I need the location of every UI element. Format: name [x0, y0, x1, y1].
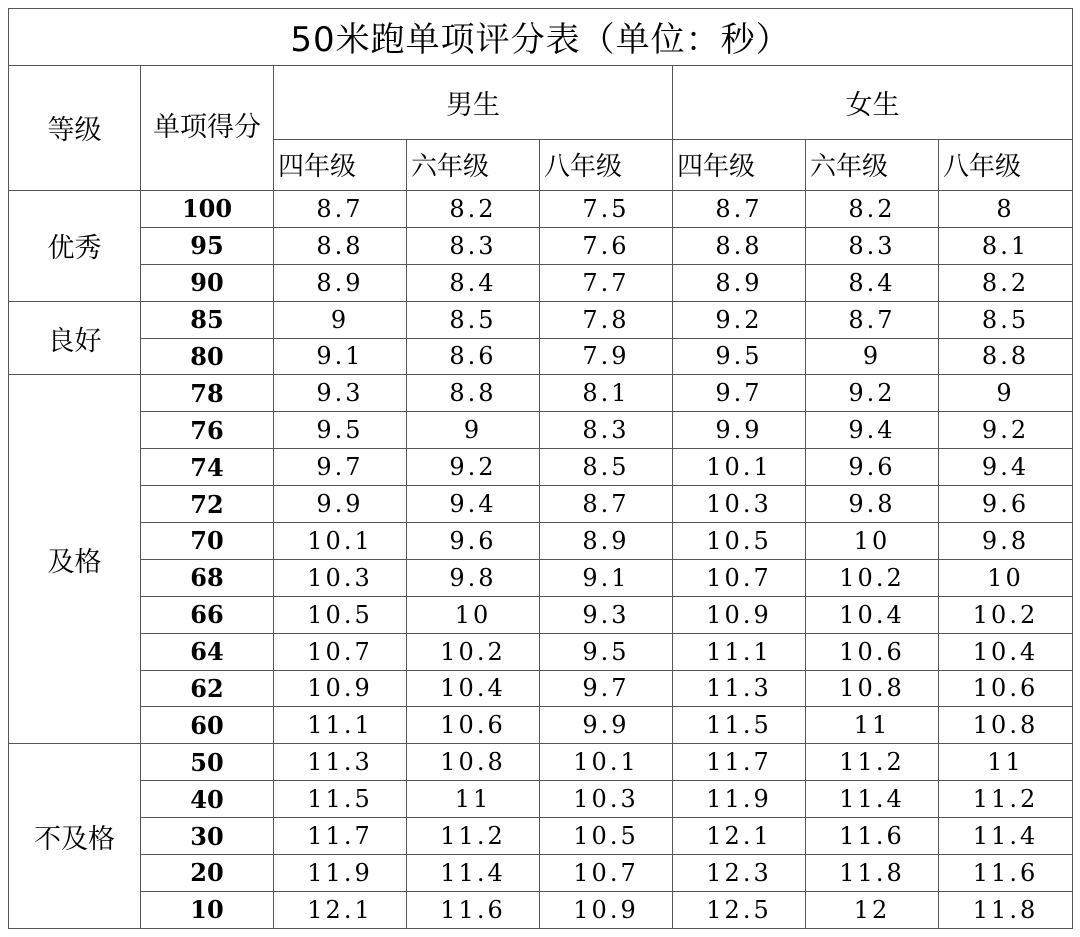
female-time-cell: 8.9 [673, 264, 806, 301]
score-cell: 85 [141, 301, 274, 338]
male-time-cell: 11 [407, 781, 540, 818]
female-grade-6-header: 六年级 [806, 139, 939, 190]
male-time-cell: 10.4 [407, 670, 540, 707]
female-time-cell: 9.6 [939, 486, 1073, 523]
male-time-cell: 8.1 [540, 375, 673, 412]
male-time-cell: 8.3 [540, 412, 673, 449]
score-cell: 76 [141, 412, 274, 449]
female-time-cell: 8.2 [806, 190, 939, 227]
female-time-cell: 11.4 [806, 781, 939, 818]
table-title: 50米跑单项评分表（单位：秒） [9, 9, 1073, 66]
table-row [9, 559, 1073, 596]
table-row [9, 449, 1073, 486]
female-time-cell: 8.2 [939, 264, 1073, 301]
female-time-cell: 9.2 [939, 412, 1073, 449]
table-row [9, 338, 1073, 375]
female-time-cell: 10.5 [673, 522, 806, 559]
male-grade-8-header: 八年级 [540, 139, 673, 190]
title-row [9, 9, 1073, 66]
male-time-cell: 10.7 [274, 633, 407, 670]
score-cell: 78 [141, 375, 274, 412]
table-row [9, 707, 1073, 744]
male-time-cell: 10.7 [540, 855, 673, 892]
female-time-cell: 11.8 [939, 891, 1073, 928]
male-time-cell: 11.4 [407, 855, 540, 892]
table-row [9, 633, 1073, 670]
table-row [9, 486, 1073, 523]
score-header: 单项得分 [141, 65, 274, 190]
female-time-cell: 10.8 [806, 670, 939, 707]
female-time-cell: 10 [939, 559, 1073, 596]
female-time-cell: 9.6 [806, 449, 939, 486]
female-time-cell: 8.1 [939, 227, 1073, 264]
male-time-cell: 8.8 [407, 375, 540, 412]
female-time-cell: 9.5 [673, 338, 806, 375]
male-time-cell: 7.8 [540, 301, 673, 338]
male-time-cell: 11.1 [274, 707, 407, 744]
male-time-cell: 11.9 [274, 855, 407, 892]
score-cell: 100 [141, 190, 274, 227]
male-header: 男生 [274, 65, 673, 139]
female-time-cell: 10.4 [939, 633, 1073, 670]
score-cell: 90 [141, 264, 274, 301]
score-cell: 70 [141, 522, 274, 559]
female-time-cell: 11.4 [939, 818, 1073, 855]
male-time-cell: 7.9 [540, 338, 673, 375]
female-time-cell: 11 [939, 744, 1073, 781]
female-time-cell: 9.2 [806, 375, 939, 412]
score-cell: 72 [141, 486, 274, 523]
male-time-cell: 8.6 [407, 338, 540, 375]
female-time-cell: 11.2 [806, 744, 939, 781]
female-grade-4-header: 四年级 [673, 139, 806, 190]
male-time-cell: 10.1 [540, 744, 673, 781]
male-time-cell: 9.3 [540, 596, 673, 633]
male-time-cell: 10.3 [274, 559, 407, 596]
female-time-cell: 10.6 [806, 633, 939, 670]
male-time-cell: 9.1 [540, 559, 673, 596]
male-time-cell: 9.4 [407, 486, 540, 523]
female-time-cell: 11.7 [673, 744, 806, 781]
male-time-cell: 10.9 [274, 670, 407, 707]
male-time-cell: 8.9 [540, 522, 673, 559]
table-row [9, 227, 1073, 264]
score-cell: 30 [141, 818, 274, 855]
female-time-cell: 9 [939, 375, 1073, 412]
female-time-cell: 10.2 [939, 596, 1073, 633]
female-time-cell: 10.7 [673, 559, 806, 596]
table-row [9, 855, 1073, 892]
female-time-cell: 9.4 [806, 412, 939, 449]
male-time-cell: 9.9 [540, 707, 673, 744]
female-time-cell: 10.6 [939, 670, 1073, 707]
table-row [9, 781, 1073, 818]
male-time-cell: 8.8 [274, 227, 407, 264]
scoring-table [8, 8, 1073, 929]
female-time-cell: 9 [806, 338, 939, 375]
male-time-cell: 7.5 [540, 190, 673, 227]
female-time-cell: 10.1 [673, 449, 806, 486]
table-row [9, 264, 1073, 301]
male-time-cell: 9.6 [407, 522, 540, 559]
male-time-cell: 11.5 [274, 781, 407, 818]
male-time-cell: 8.4 [407, 264, 540, 301]
female-time-cell: 8.3 [806, 227, 939, 264]
male-time-cell: 10.9 [540, 891, 673, 928]
table-row [9, 190, 1073, 227]
table-row [9, 375, 1073, 412]
male-time-cell: 9.7 [274, 449, 407, 486]
female-header: 女生 [673, 65, 1073, 139]
table-row [9, 301, 1073, 338]
male-time-cell: 9 [274, 301, 407, 338]
male-time-cell: 9 [407, 412, 540, 449]
male-time-cell: 10.2 [407, 633, 540, 670]
male-time-cell: 11.2 [407, 818, 540, 855]
female-time-cell: 9.9 [673, 412, 806, 449]
male-time-cell: 8.7 [540, 486, 673, 523]
female-time-cell: 9.7 [673, 375, 806, 412]
female-time-cell: 12.3 [673, 855, 806, 892]
table-row [9, 891, 1073, 928]
male-time-cell: 10.5 [274, 596, 407, 633]
table-row [9, 744, 1073, 781]
female-time-cell: 11.2 [939, 781, 1073, 818]
score-cell: 60 [141, 707, 274, 744]
male-time-cell: 10 [407, 596, 540, 633]
male-time-cell: 11.7 [274, 818, 407, 855]
score-cell: 95 [141, 227, 274, 264]
grade-cell: 及格 [9, 375, 141, 744]
female-time-cell: 8.7 [806, 301, 939, 338]
male-time-cell: 7.7 [540, 264, 673, 301]
table-row [9, 670, 1073, 707]
male-time-cell: 10.3 [540, 781, 673, 818]
female-time-cell: 11.6 [806, 818, 939, 855]
grade-cell: 不及格 [9, 744, 141, 929]
female-time-cell: 10.8 [939, 707, 1073, 744]
male-grade-6-header: 六年级 [407, 139, 540, 190]
male-time-cell: 9.8 [407, 559, 540, 596]
male-grade-4-header: 四年级 [274, 139, 407, 190]
score-cell: 68 [141, 559, 274, 596]
female-time-cell: 8.7 [673, 190, 806, 227]
female-time-cell: 10.2 [806, 559, 939, 596]
female-time-cell: 10 [806, 522, 939, 559]
male-time-cell: 9.2 [407, 449, 540, 486]
female-time-cell: 8.4 [806, 264, 939, 301]
score-cell: 74 [141, 449, 274, 486]
score-cell: 66 [141, 596, 274, 633]
score-cell: 50 [141, 744, 274, 781]
male-time-cell: 8.3 [407, 227, 540, 264]
male-time-cell: 12.1 [274, 891, 407, 928]
male-time-cell: 10.8 [407, 744, 540, 781]
male-time-cell: 9.3 [274, 375, 407, 412]
female-time-cell: 8.8 [673, 227, 806, 264]
table-row [9, 818, 1073, 855]
female-time-cell: 11.1 [673, 633, 806, 670]
female-time-cell: 12.1 [673, 818, 806, 855]
male-time-cell: 9.9 [274, 486, 407, 523]
male-time-cell: 8.5 [407, 301, 540, 338]
female-time-cell: 11.8 [806, 855, 939, 892]
male-time-cell: 8.7 [274, 190, 407, 227]
female-time-cell: 8.5 [939, 301, 1073, 338]
female-time-cell: 11 [806, 707, 939, 744]
score-cell: 64 [141, 633, 274, 670]
table-row [9, 412, 1073, 449]
female-time-cell: 9.2 [673, 301, 806, 338]
male-time-cell: 10.6 [407, 707, 540, 744]
grade-header: 等级 [9, 65, 141, 190]
female-time-cell: 8.8 [939, 338, 1073, 375]
female-time-cell: 9.4 [939, 449, 1073, 486]
female-time-cell: 10.9 [673, 596, 806, 633]
grade-cell: 良好 [9, 301, 141, 375]
male-time-cell: 7.6 [540, 227, 673, 264]
female-time-cell: 8 [939, 190, 1073, 227]
female-time-cell: 11.5 [673, 707, 806, 744]
score-cell: 20 [141, 855, 274, 892]
table-row [9, 522, 1073, 559]
score-cell: 40 [141, 781, 274, 818]
header-row-1 [9, 65, 1073, 139]
female-time-cell: 11.3 [673, 670, 806, 707]
score-cell: 10 [141, 891, 274, 928]
score-cell: 80 [141, 338, 274, 375]
female-time-cell: 9.8 [939, 522, 1073, 559]
score-cell: 62 [141, 670, 274, 707]
male-time-cell: 8.2 [407, 190, 540, 227]
female-time-cell: 11.6 [939, 855, 1073, 892]
female-time-cell: 12.5 [673, 891, 806, 928]
male-time-cell: 8.5 [540, 449, 673, 486]
male-time-cell: 9.5 [274, 412, 407, 449]
male-time-cell: 10.1 [274, 522, 407, 559]
male-time-cell: 10.5 [540, 818, 673, 855]
female-grade-8-header: 八年级 [939, 139, 1073, 190]
male-time-cell: 11.6 [407, 891, 540, 928]
female-time-cell: 11.9 [673, 781, 806, 818]
male-time-cell: 9.1 [274, 338, 407, 375]
female-time-cell: 10.3 [673, 486, 806, 523]
male-time-cell: 8.9 [274, 264, 407, 301]
female-time-cell: 12 [806, 891, 939, 928]
male-time-cell: 11.3 [274, 744, 407, 781]
female-time-cell: 10.4 [806, 596, 939, 633]
male-time-cell: 9.5 [540, 633, 673, 670]
grade-cell: 优秀 [9, 190, 141, 301]
male-time-cell: 9.7 [540, 670, 673, 707]
table-row [9, 596, 1073, 633]
female-time-cell: 9.8 [806, 486, 939, 523]
